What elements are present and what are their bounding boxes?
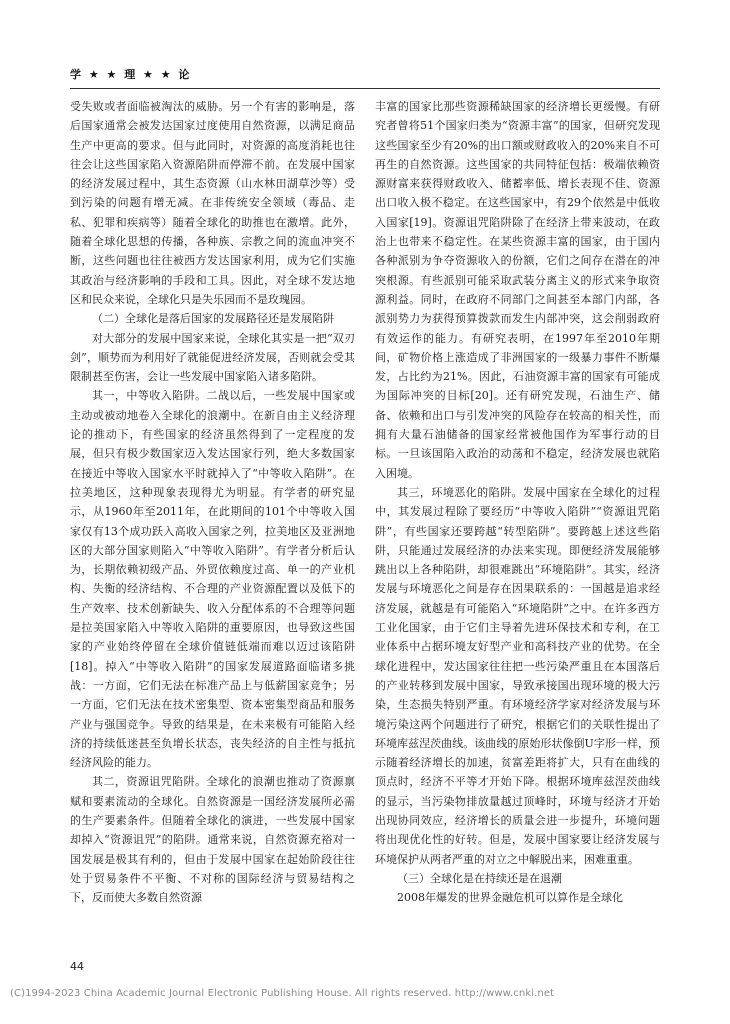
header-divider [70, 88, 660, 89]
paragraph: 其一，中等收入陷阱。二战以后，一些发展中国家或主动或被动地卷入全球化的浪潮中。在新自由主义经济理论的推动下，有些国家的经济虽然得到了一定程度的发展，但只有极少数国家迈入发达国家行列，绝大多数国家在接近中等收入国家水平时就掉入了“中等收入陷阱”。在拉美地区，这种现象表现得尤为明显。有学者的研究显示，从1960年至2011年，在此期间的101个中等收入国家仅有13个成功跃入高收入国家之列，拉美地区及亚洲地区的大部分国家则陷入“中等收入陷阱”。有学者分析后认为，长期依赖初级产品、外贸依赖度过高、单一的产业机构、失衡的经济结构、不合理的产业资源配置以及低下的生产效率、技术创新缺失、收入分配体系的不合理等问题是拉美国家陷入中等收入陷阱的重要原因，也导致这些国家的产业始终停留在全球价值链低端而难以迈过该陷阱[18]。掉入“中等收入陷阱”的国家发展道路面临诸多挑战：一方面，它们无法在标准产品上与低薪国家竞争；另一方面，它们无法在技术密集型、资本密集型商品和服务产业与强国竞争。导致的结果是，在未来极有可能陷入经济的持续低迷甚至负增长状态，丧失经济的自主性与抵抗经济风险的能力。 [70, 389, 355, 770]
paragraph: 2008年爆发的世界金融危机可以算作是全球化 [397, 891, 623, 905]
section-heading: （二）全球化是落后国家的发展路径还是发展陷阱 [92, 312, 334, 326]
journal-header: 学 ★ ★ 理 ★ ★ 论 [70, 68, 192, 81]
paragraph: 其三，环境恶化的陷阱。发展中国家在全球化的过程中，其发展过程除了要经历“中等收入陷阱”“资源诅咒陷阱”，有些国家还要跨越“转型陷阱”。要跨越上述这些陷阱，只能通过发展经济的办法来实现。即便经济发展能够跳出以上各种陷阱，却很难跳出“环境陷阱”。其实，经济发展与环境恶化之间是存在因果联系的：一国越是追求经济发展，就越是有可能陷入“环境陷阱”之中。在许多西方工业化国家，由于它们主导着先进环保技术和专利，在工业体系中占据环境友好型产业和高科技产业的优势。在全球化进程中，发达国家往往把一些污染严重且在本国落后的产业转移到发展中国家，导致承接国出现环境的极大污染，生态损失特别严重。有环境经济学家对经济发展与环境污染这两个问题进行了研究，根据它们的关联性提出了环境库兹涅茨曲线。该曲线的原始形状像倒U字形一样，预示随着经济增长的加速，贫富差距将扩大，只有在曲线的顶点时，经济不平等才开始下降。根据环境库兹涅茨曲线的显示，当污染物排放量越过顶峰时，环境与经济才开始出现协同效应，经济增长的质量会进一步提升，环境问题将出现优化性的好转。但是，发展中国家要让经济发展与环境保护从两者严重的对立之中解脱出来，困难重重。 [375, 485, 660, 866]
paragraph: 对大部分的发展中国家来说，全球化其实是一把“双刃剑”，顺势而为利用好了就能促进经济发展，否则就会受其限制甚至伤害，会让一些发展中国家陷入诸多陷阱。 [70, 331, 355, 384]
paragraph: 其二，资源诅咒陷阱。全球化的浪潮也推动了资源禀赋和要素流动的全球化。自然资源是一国经济发展所必需的生产要素条件。但随着全球化的演进，一些发展中国家却掉入“资源诅咒”的陷阱。通常来说，自然资源充裕对一国发展是极其有利的，但由于发展中国家在起始阶段往往处于贸易条件不平衡、不对称的国际经济与贸易结构之下，反而使大多数自然资源 [70, 775, 355, 905]
section-heading: （三）全球化是在持续还是在退潮 [397, 871, 562, 885]
page-number: 44 [70, 960, 84, 973]
left-column [70, 97, 355, 907]
right-column [375, 97, 660, 907]
paragraph: 受失败或者面临被淘汰的威胁。另一个有害的影响是，落后国家通常会被发达国家过度使用自然资源，以满足商品生产中更高的要求。但与此同时，对资源的高度消耗也往往会让这些国家陷入资源陷阱而停滞不前。在发展中国家的经济发展过程中，其生态资源（山水林田湖草沙等）受到污染的问题有增无减。在非传统安全领域（毒品、走私、犯罪和疾病等）随着全球化的助推也在激增。此外，随着全球化思想的传播，各种族、宗教之间的流血冲突不断，这些问题也往往被西方发达国家利用，成为它们实施其政治与经济影响的手段和工具。因此，对全球不发达地区和民众来说，全球化只是失乐园而不是玫瑰园。 [70, 100, 355, 306]
copyright-footer: (C)1994-2023 China Academic Journal Electronic Publishing House. All rights reserved. http://www.cnki.net [10, 988, 555, 999]
paragraph: 丰富的国家比那些资源稀缺国家的经济增长更缓慢。有研究者曾将51个国家归类为“资源丰富”的国家，但研究发现这些国家至少有20%的出口额或财政收入的20%来自不可再生的自然资源。这些国家的共同特征包括：极端依赖资源财富来获得财政收入、储蓄率低、增长表现不佳、资源出口收入极不稳定。在这些国家中，有29个依然是中低收入国家[19]。资源诅咒陷阱除了在经济上带来波动，在政治上也带来不稳定性。在某些资源丰富的国家，由于国内各种派别为争夺资源收入的份额，它们之间存在潜在的冲突根源。有些派别可能采取武装分离主义的形式来争取资源利益。同时，在政府不同部门之间甚至本部门内部，各派别势力为获得预算拨款而发生内部冲突，这会削弱政府有效运作的能力。有研究表明，在1997年至2010年期间，矿物价格上涨造成了非洲国家的一级暴力事件不断爆发，占比约为21%。因此，石油资源丰富的国家有可能成为国际冲突的目标[20]。还有研究发现，石油生产、储备、依赖和出口与引发冲突的风险存在较高的相关性，而拥有大量石油储备的国家经常被他国作为军事行动的目标。一旦该国陷入政治的动荡和不稳定，经济发展也就陷入困境。 [375, 100, 660, 480]
